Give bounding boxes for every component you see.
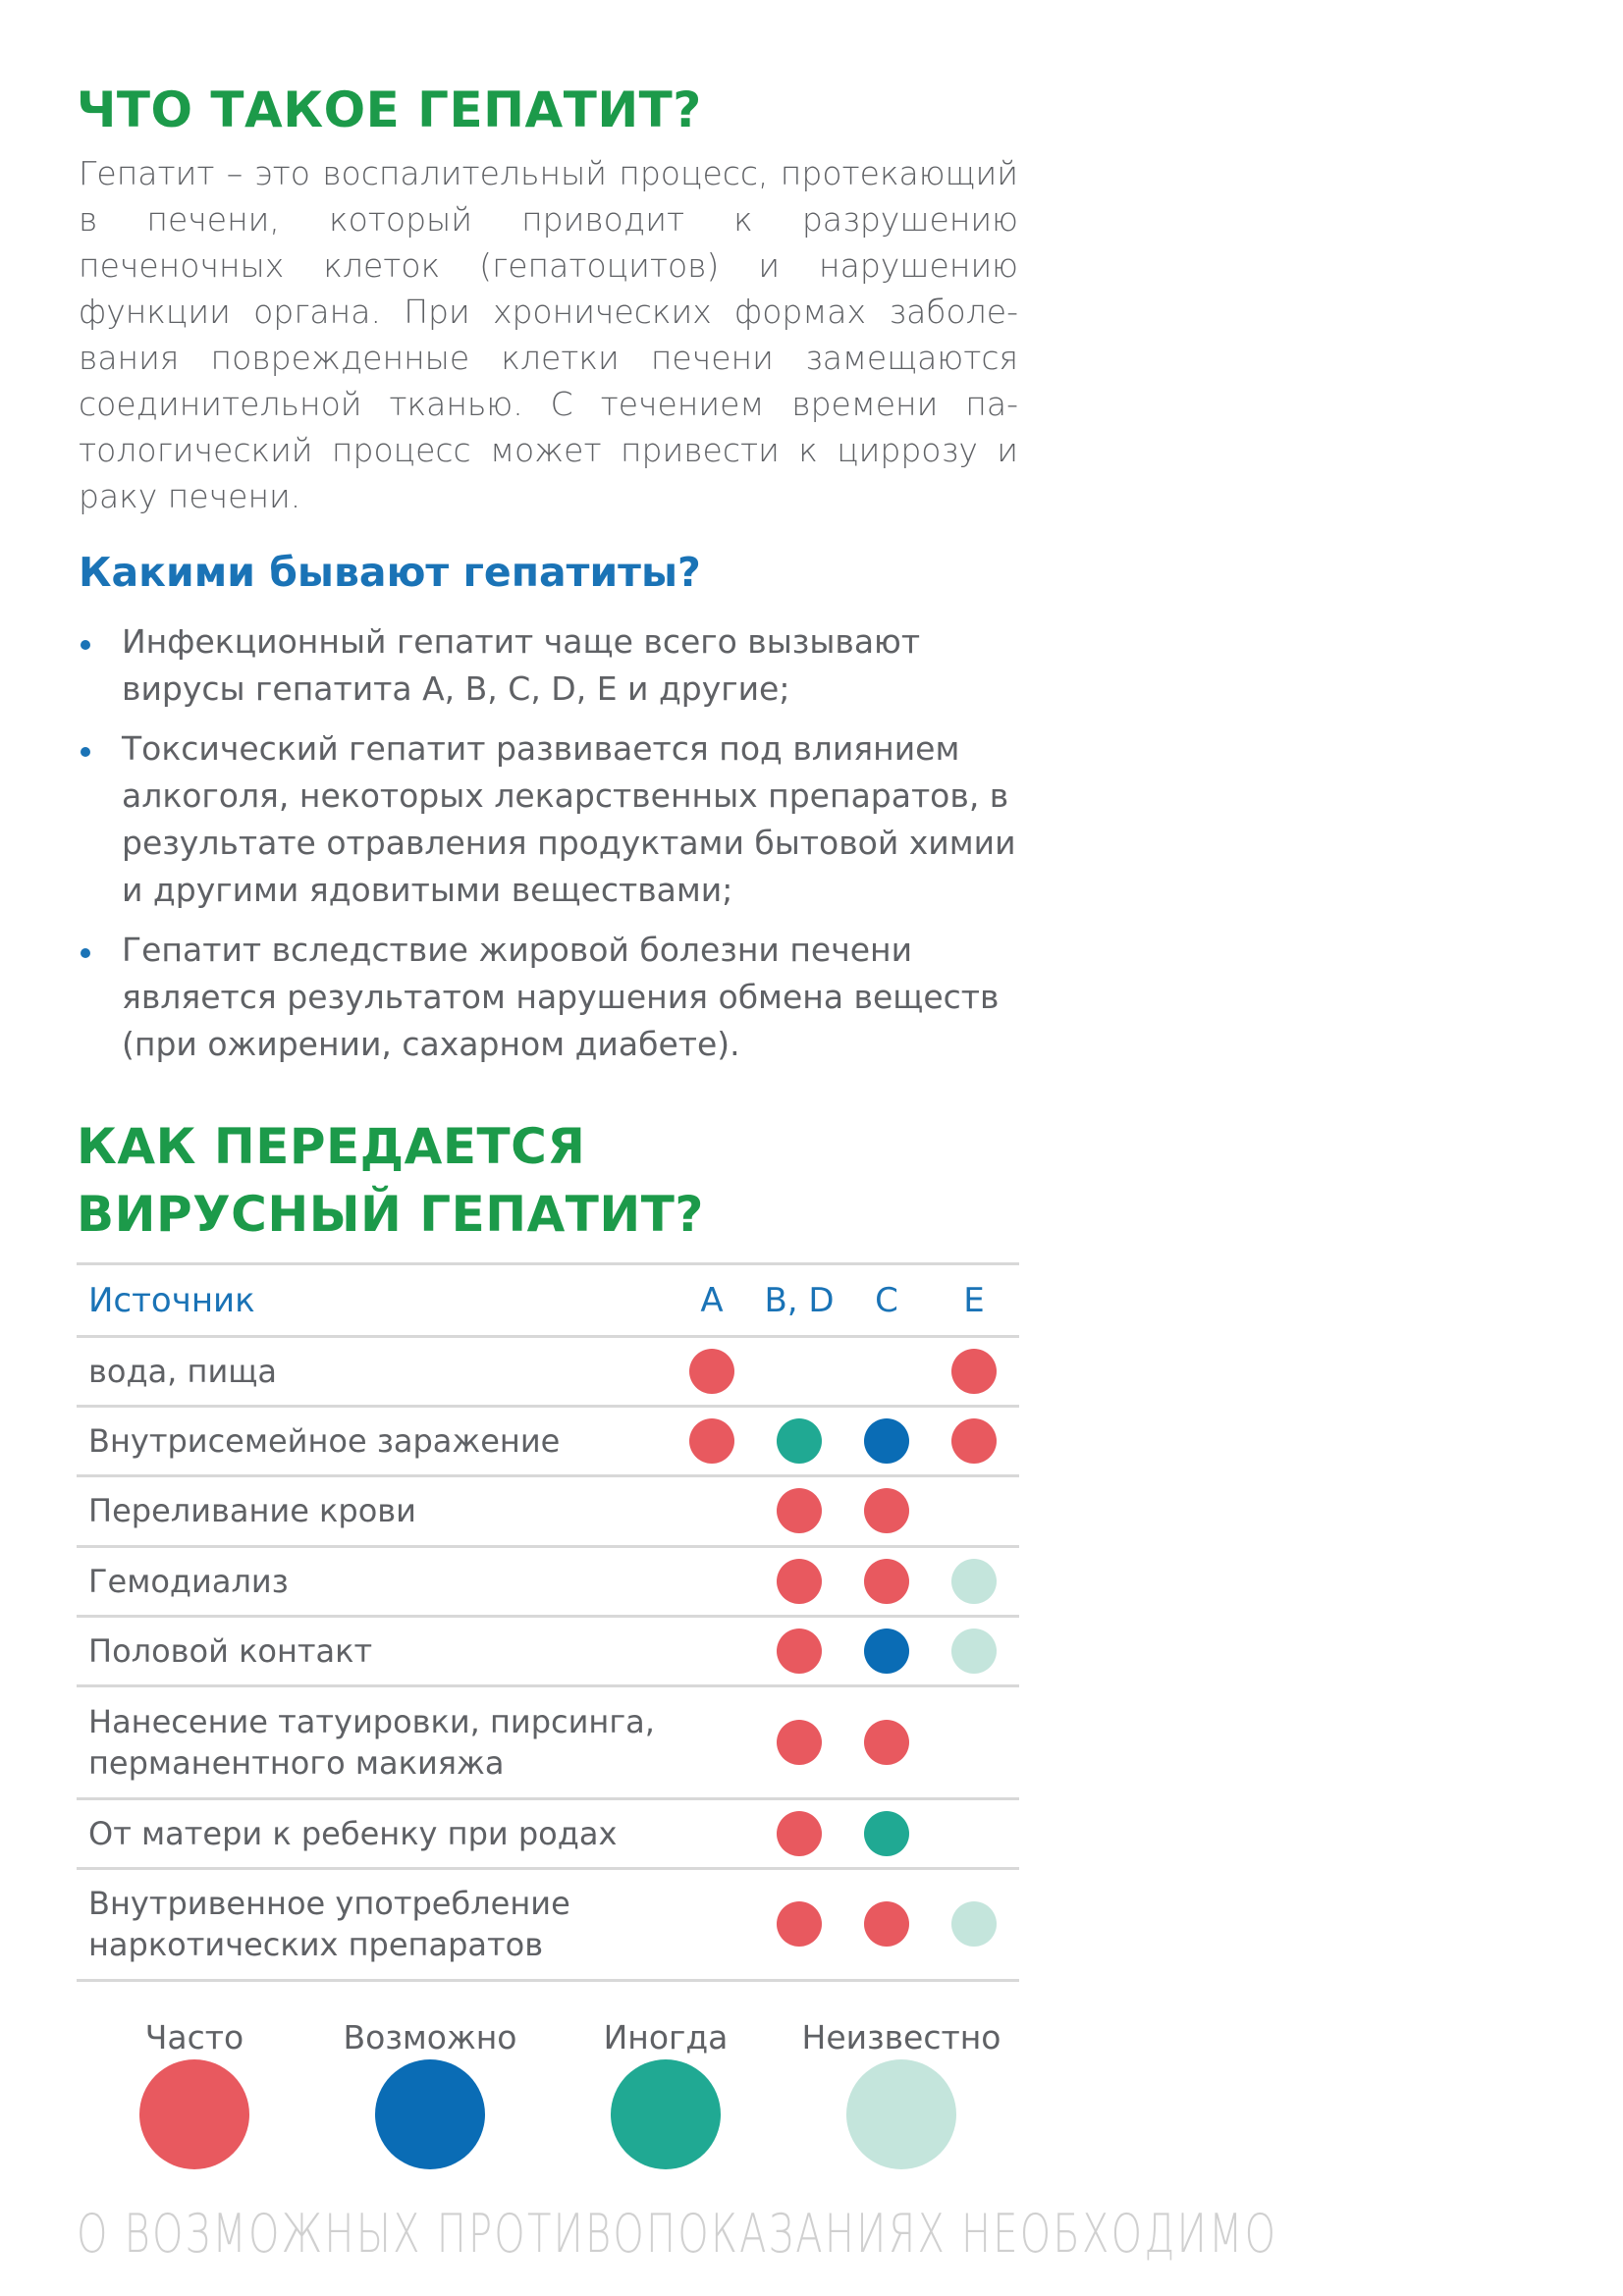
table-row-source: Переливание крови	[88, 1492, 416, 1529]
table-row-source: От матери к ребенку при родах	[88, 1814, 618, 1852]
frequency-dot-often	[777, 1811, 822, 1856]
table-header-col: E	[963, 1281, 985, 1320]
frequency-dot-often	[777, 1559, 822, 1604]
table-row-source: Внутривенное употребление наркотических препаратов	[88, 1885, 570, 1963]
table-divider	[77, 1474, 1019, 1477]
table-divider	[77, 1615, 1019, 1618]
frequency-dot-often	[777, 1629, 822, 1674]
legend-swatch-sometimes	[611, 2059, 721, 2169]
table-divider	[77, 1405, 1019, 1408]
table-row-source: Гемодиализ	[88, 1562, 289, 1600]
table-row-source: Половой контакт	[88, 1631, 373, 1670]
table-divider	[77, 1335, 1019, 1338]
legend-label-often: Часто	[144, 2018, 244, 2056]
frequency-dot-unknown	[951, 1901, 997, 1947]
footer-text: О ВОЗМОЖНЫХ ПРОТИВОПОКАЗАНИЯХ НЕОБХОДИМО	[77, 2203, 1278, 2265]
frequency-dot-often	[951, 1418, 997, 1464]
frequency-dot-sometimes	[777, 1418, 822, 1464]
frequency-dot-possible	[864, 1629, 909, 1674]
frequency-dot-often	[864, 1559, 909, 1604]
table-divider	[77, 1262, 1019, 1265]
frequency-dot-possible	[864, 1418, 909, 1464]
intro-paragraph: Гепатит – это воспалительный процесс, протекающий в печени, который приводит к разрушению печеночных клеток (гепатоцитов) и нарушению функции органа. При хронических формах заболевания поврежденные клетки печени замещаются соединительной тканью. С течением времени патологический процесс может привести к циррозу и раку печени.	[79, 154, 1018, 515]
bullet-icon	[81, 640, 90, 650]
table-header-col: C	[875, 1281, 898, 1320]
frequency-dot-often	[951, 1349, 997, 1394]
table-divider	[77, 1545, 1019, 1548]
table-divider	[77, 1797, 1019, 1800]
hepatitis-types-list	[79, 618, 1031, 1081]
legend-label-sometimes: Иногда	[603, 2018, 729, 2056]
legend-swatch-possible	[375, 2059, 485, 2169]
frequency-dot-often	[777, 1488, 822, 1533]
subtitle-hepatitis-types: Какими бывают гепатиты?	[79, 549, 701, 596]
frequency-dot-sometimes	[864, 1811, 909, 1856]
table-row-source: Внутрисемейное заражение	[88, 1421, 561, 1460]
frequency-dot-often	[864, 1901, 909, 1947]
list-item: Гепатит вследствие жировой болезни печени является результатом нарушения обмена веществ (при ожирении, сахарном диабете).	[79, 927, 1031, 1068]
frequency-dot-often	[777, 1901, 822, 1947]
table-header-source: Источник	[88, 1281, 255, 1320]
table-divider	[77, 1979, 1019, 1982]
frequency-dot-often	[689, 1349, 734, 1394]
frequency-dot-often	[864, 1488, 909, 1533]
table-divider	[77, 1867, 1019, 1870]
table-header-col: A	[700, 1281, 724, 1320]
table-divider	[77, 1684, 1019, 1687]
bullet-icon	[81, 747, 90, 757]
section-title-what-is-hepatitis: ЧТО ТАКОЕ ГЕПАТИТ?	[77, 81, 702, 138]
legend-label-unknown: Неизвестно	[801, 2018, 1001, 2056]
list-item: Токсический гепатит развивается под влиянием алкоголя, некоторых лекарственных препаратов, в результате отравления продуктами бытовой химии и другими ядовитыми веществами;	[79, 725, 1031, 914]
legend-label-possible: Возможно	[343, 2018, 517, 2056]
table-row-source: Нанесение татуировки, пирсинга, перманентного макияжа	[88, 1702, 655, 1782]
section-title-transmission: КАК ПЕРЕДАЕТСЯ ВИРУСНЫЙ ГЕПАТИТ?	[77, 1118, 704, 1243]
frequency-dot-often	[689, 1418, 734, 1464]
list-item: Инфекционный гепатит чаще всего вызывают вирусы гепатита А, В, С, D, Е и другие;	[79, 618, 1031, 713]
frequency-dot-unknown	[951, 1629, 997, 1674]
legend-swatch-unknown	[846, 2059, 956, 2169]
frequency-dot-unknown	[951, 1559, 997, 1604]
bullet-icon	[81, 948, 90, 958]
frequency-dot-often	[777, 1720, 822, 1765]
legend-swatch-often	[139, 2059, 249, 2169]
table-header-col: B, D	[764, 1281, 835, 1320]
table-row-source: вода, пища	[88, 1352, 277, 1390]
frequency-dot-often	[864, 1720, 909, 1765]
